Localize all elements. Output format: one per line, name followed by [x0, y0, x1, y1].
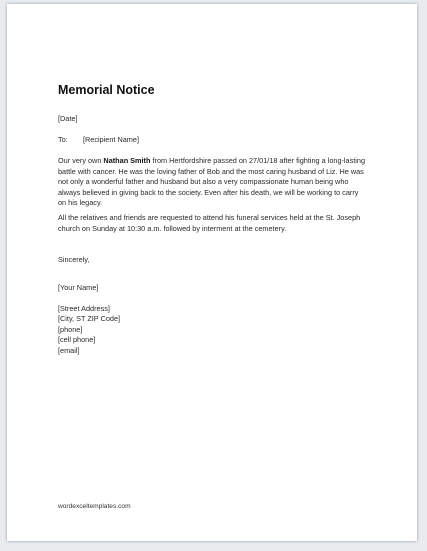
city-state-zip: [City, ST ZIP Code] — [58, 314, 121, 324]
closing: Sincerely, — [58, 255, 90, 264]
deceased-name: Nathan Smith — [103, 156, 151, 165]
signature-name: [Your Name] — [58, 283, 99, 292]
recipient-line — [58, 135, 139, 146]
street-address: [Street Address] — [58, 304, 110, 313]
phone: [phone] — [58, 324, 83, 334]
para1-intro: Our very own — [58, 156, 104, 165]
footer-website: wordexceltemplates.com — [58, 503, 131, 510]
date-placeholder: [Date] — [58, 114, 78, 123]
body-paragraph-1 — [58, 156, 368, 209]
address-block — [58, 304, 120, 356]
to-label: To: — [58, 135, 68, 144]
page-title: Memorial Notice — [58, 83, 155, 97]
email: [email] — [58, 345, 80, 355]
document-page — [7, 4, 417, 541]
body-paragraph-2: All the relatives and friends are requested to attend his funeral services held at the St. Joseph church on Sunday at 10:30 a.m. followed by interment at the cemetery. — [58, 213, 361, 233]
recipient-placeholder: [Recipient Name] — [83, 135, 139, 144]
para1-text: from Hertfordshire passed on 27/01/18 after fighting a long-lasting battle with cancer. He was the loving father of Bob and the most caring husband of Liz. He was not only a wonderful father and husband but also a very compassionate human being who always believed in giving back to the society. Even after his death, we will be working to carry on his legacy. — [58, 156, 366, 208]
cell-phone: [cell phone] — [58, 335, 96, 345]
